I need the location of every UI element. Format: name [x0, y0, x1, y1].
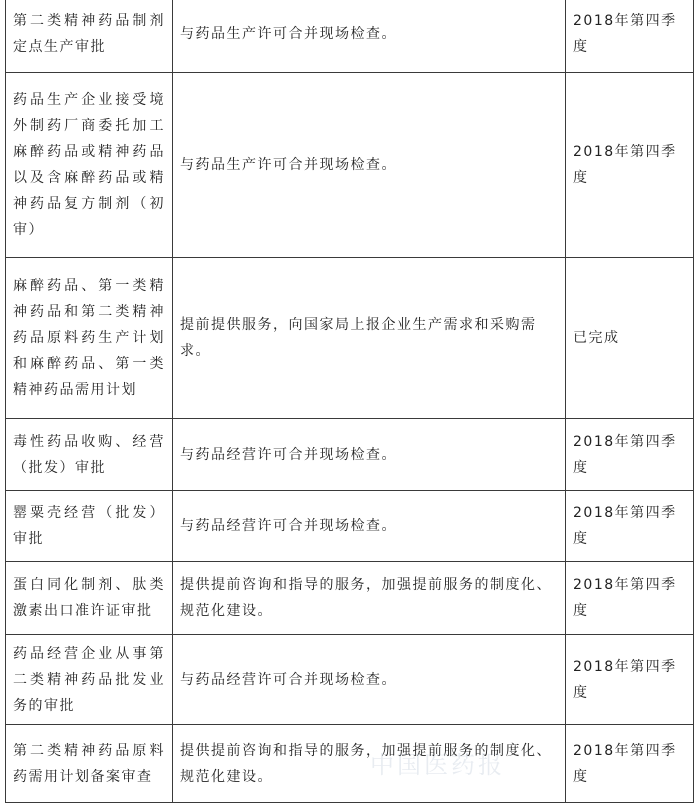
time-cell: 已完成	[566, 258, 694, 419]
table-row	[6, 0, 694, 73]
item-cell: 第二类精神药品原料药需用计划备案审查	[6, 725, 173, 803]
watermark: 中国医药报	[370, 751, 505, 779]
measure-cell: 与药品经营许可合并现场检查。	[173, 491, 566, 562]
item-cell: 罂粟壳经营（批发）审批	[6, 491, 173, 562]
measure-cell: 与药品经营许可合并现场检查。	[173, 635, 566, 725]
measure-cell: 与药品生产许可合并现场检查。	[173, 0, 566, 73]
table-row	[6, 635, 694, 725]
item-cell: 药品生产企业接受境外制药厂商委托加工麻醉药品或精神药品以及含麻醉药品或精神药品复方制剂（初审）	[6, 73, 173, 258]
approval-table	[5, 0, 694, 803]
time-cell: 2018年第四季度	[566, 635, 694, 725]
table-row	[6, 725, 694, 803]
item-cell: 麻醉药品、第一类精神药品和第二类精神药品原料药生产计划和麻醉药品、第一类精神药品需用计划	[6, 258, 173, 419]
time-cell: 2018年第四季度	[566, 725, 694, 803]
item-cell: 蛋白同化制剂、肽类激素出口准许证审批	[6, 562, 173, 635]
time-cell: 2018年第四季度	[566, 419, 694, 491]
item-cell: 毒性药品收购、经营（批发）审批	[6, 419, 173, 491]
measure-cell: 与药品生产许可合并现场检查。	[173, 73, 566, 258]
table-row	[6, 491, 694, 562]
time-cell: 2018年第四季度	[566, 491, 694, 562]
table-row	[6, 562, 694, 635]
table-row	[6, 419, 694, 491]
measure-cell: 与药品经营许可合并现场检查。	[173, 419, 566, 491]
measure-cell: 提供提前咨询和指导的服务，加强提前服务的制度化、规范化建设。	[173, 562, 566, 635]
measure-cell: 提前提供服务，向国家局上报企业生产需求和采购需求。	[173, 258, 566, 419]
item-cell: 药品经营企业从事第二类精神药品批发业务的审批	[6, 635, 173, 725]
table-row	[6, 73, 694, 258]
time-cell: 2018年第四季度	[566, 562, 694, 635]
time-cell: 2018年第四季度	[566, 0, 694, 73]
item-cell: 第二类精神药品制剂定点生产审批	[6, 0, 173, 73]
measure-cell: 提供提前咨询和指导的服务，加强提前服务的制度化、规范化建设。	[173, 725, 566, 803]
time-cell: 2018年第四季度	[566, 73, 694, 258]
table-row	[6, 258, 694, 419]
